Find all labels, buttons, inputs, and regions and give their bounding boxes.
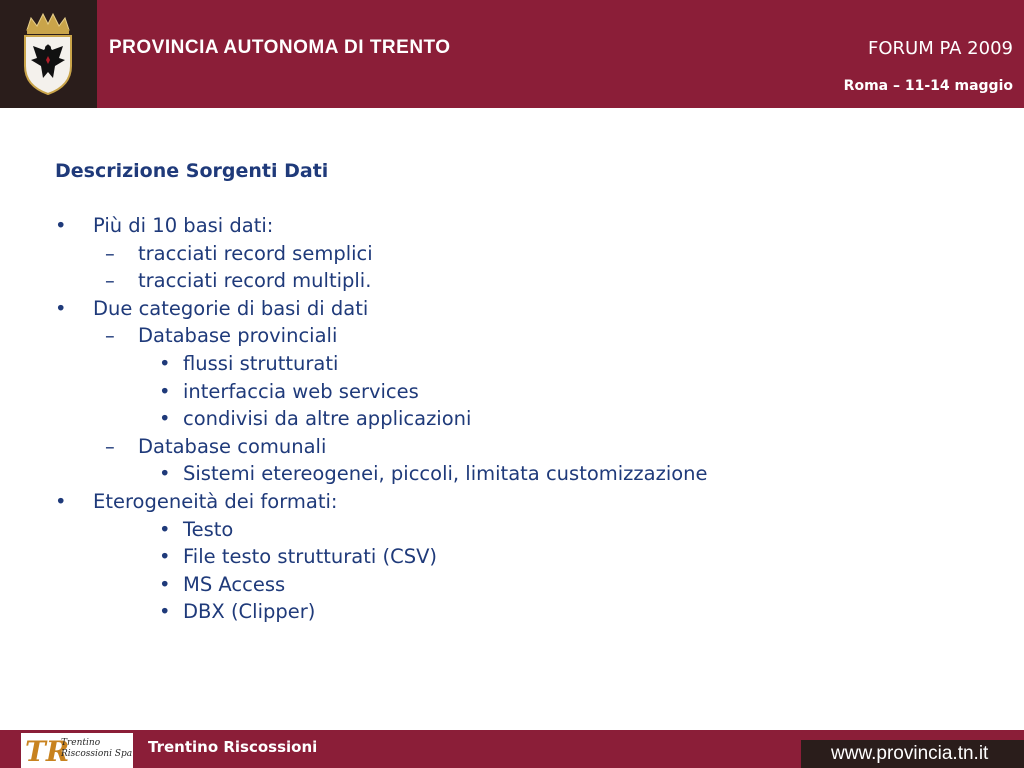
bullet-marker: – bbox=[105, 324, 115, 348]
footer-url-box bbox=[801, 740, 1024, 768]
bullet-text: Database provinciali bbox=[138, 324, 338, 348]
bullet-line-level-1 bbox=[55, 488, 995, 516]
bullet-line-level-3 bbox=[55, 405, 995, 433]
bullet-marker: • bbox=[159, 379, 171, 403]
bullet-marker: – bbox=[105, 269, 115, 293]
bullet-line-level-3 bbox=[55, 460, 995, 488]
bullet-text: DBX (Clipper) bbox=[183, 600, 316, 624]
header-bar bbox=[0, 0, 1024, 108]
bullet-text: Sistemi etereogenei, piccoli, limitata customizzazione bbox=[183, 462, 708, 486]
bullet-marker: • bbox=[159, 545, 171, 569]
bullet-line-level-3 bbox=[55, 516, 995, 544]
bullet-text: Due categorie di basi di dati bbox=[93, 296, 369, 320]
trento-coat-of-arms-icon bbox=[19, 12, 77, 96]
event-title: FORUM PA 2009 bbox=[867, 38, 1013, 59]
bullet-line-level-1 bbox=[55, 212, 995, 240]
footer-company-name: Trentino Riscossioni bbox=[148, 738, 318, 756]
bullet-text: tracciati record semplici bbox=[138, 241, 373, 265]
bullet-marker: • bbox=[159, 351, 171, 375]
bullet-text: tracciati record multipli. bbox=[138, 269, 372, 293]
bullet-text: File testo strutturati (CSV) bbox=[183, 545, 438, 569]
bullet-line-level-3 bbox=[55, 378, 995, 406]
bullet-marker: • bbox=[159, 517, 171, 541]
footer-bar bbox=[0, 730, 1024, 768]
bullet-marker: • bbox=[159, 462, 171, 486]
bullet-line-level-3 bbox=[55, 598, 995, 626]
organization-title: PROVINCIA AUTONOMA DI TRENTO bbox=[109, 37, 451, 58]
website-link[interactable]: www.provincia.tn.it bbox=[831, 743, 989, 764]
bullet-line-level-2 bbox=[55, 322, 995, 350]
bullet-marker: • bbox=[55, 214, 67, 237]
event-date-place: Roma – 11-14 maggio bbox=[843, 78, 1013, 94]
bullet-text: Eterogeneità dei formati: bbox=[93, 489, 338, 513]
bullet-marker: • bbox=[55, 489, 67, 513]
bullet-line-level-2 bbox=[55, 433, 995, 461]
footer-logo-text: Trentino Riscossioni Spa bbox=[61, 738, 133, 759]
slide-content bbox=[55, 158, 995, 626]
logo-container bbox=[0, 0, 97, 108]
section-title: Descrizione Sorgenti Dati bbox=[55, 160, 329, 182]
trentino-riscossioni-logo bbox=[21, 733, 133, 768]
bullet-marker: • bbox=[159, 572, 171, 596]
tr-monogram-icon: TR bbox=[25, 735, 70, 768]
bullet-text: Testo bbox=[183, 517, 234, 541]
bullet-marker: – bbox=[105, 434, 115, 458]
bullet-marker: • bbox=[159, 407, 171, 431]
bullet-marker: • bbox=[159, 600, 171, 624]
bullet-text: condivisi da altre applicazioni bbox=[183, 407, 472, 431]
bullet-line-level-3 bbox=[55, 543, 995, 571]
bullet-line-level-3 bbox=[55, 350, 995, 378]
bullet-text: Più di 10 basi dati: bbox=[93, 214, 274, 237]
bullet-line-level-2 bbox=[55, 240, 995, 268]
bullet-line-level-1 bbox=[55, 295, 995, 323]
bullet-marker: • bbox=[55, 296, 67, 320]
bullet-marker: – bbox=[105, 241, 115, 265]
bullet-text: interfaccia web services bbox=[183, 379, 419, 403]
bullet-text: Database comunali bbox=[138, 434, 327, 458]
bullet-line-level-2 bbox=[55, 267, 995, 295]
bullet-list bbox=[55, 212, 995, 626]
bullet-line-level-3 bbox=[55, 571, 995, 599]
bullet-text: flussi strutturati bbox=[183, 351, 339, 375]
bullet-text: MS Access bbox=[183, 572, 286, 596]
